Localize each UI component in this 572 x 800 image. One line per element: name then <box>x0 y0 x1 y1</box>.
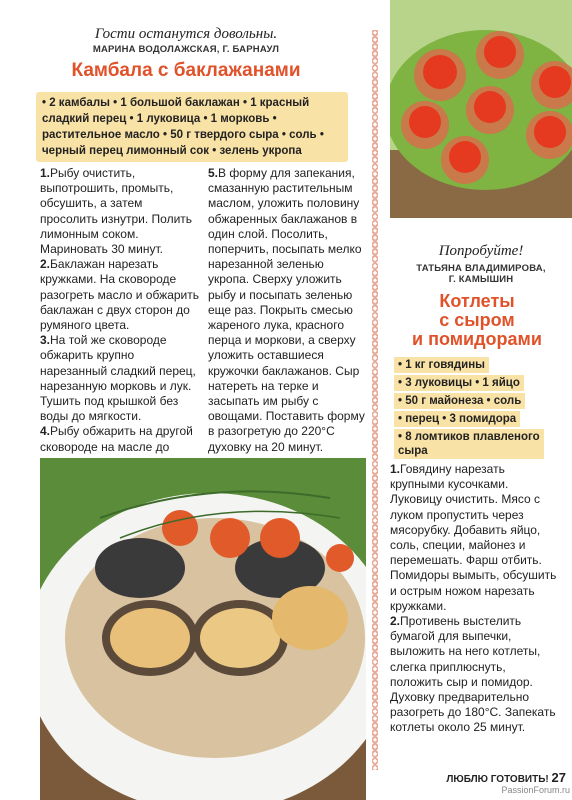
ingredient-line: • 3 луковицы • 1 яйцо <box>394 375 524 391</box>
author-name: ТАТЬЯНА ВЛАДИМИРОВА, <box>416 263 546 274</box>
step-text: Противень выстелить бумагой для выпечки, выложить на него котлеты, слегка приплюснуть, положить сыр и помидор. Духовку предварительно разогреть до 180°С. Запекать котлеты около 25 минут. <box>390 614 556 735</box>
magazine-name: ЛЮБЛЮ ГОТОВИТЬ! <box>446 774 549 785</box>
title-line: с сыром <box>439 310 515 330</box>
page-number: 27 <box>551 770 566 785</box>
right-ingredients <box>394 356 544 460</box>
title-line: Котлеты <box>439 291 515 311</box>
flounder-dish-photo <box>40 458 366 800</box>
cutlets-photo <box>390 0 572 218</box>
right-author <box>395 263 567 285</box>
right-steps <box>390 462 562 736</box>
step-item <box>40 166 200 257</box>
step-item <box>208 166 366 455</box>
ingredient-line: • 1 кг говядины <box>394 357 489 373</box>
left-steps-col2 <box>208 166 366 455</box>
step-text: Рыбу очистить, выпотрошить, промыть, обсушить, а затем просолить изнутри. Полить лимонным соком. Мариновать 30 минут. <box>40 166 193 257</box>
step-item <box>390 462 562 614</box>
left-ingredients: • 2 камбалы • 1 большой баклажан • 1 красный сладкий перец • 1 луковица • 1 морковь • растительное масло • 50 г твердого сыра • соль • черный перец лимонный сок • зелень укропа <box>36 92 348 162</box>
step-text: Говядину нарезать крупными кусочками. Луковицу очистить. Мясо с луком пропустить через мясорубку. Добавить яйцо, соль, специи, майонез и перемешать. Фарш отбить. Помидоры вымыть, обсушить и острым ножом нарезать кружками. <box>390 462 557 613</box>
step-item <box>390 614 562 736</box>
step-number: 4. <box>40 424 51 439</box>
right-tagline: Попробуйте! <box>438 243 524 259</box>
column-divider <box>372 30 378 770</box>
step-number: 1. <box>390 462 401 476</box>
page-footer <box>394 770 566 785</box>
watermark: PassionForum.ru <box>501 785 570 795</box>
step-item <box>40 257 200 333</box>
step-number: 2. <box>390 614 401 629</box>
step-text: На той же сковороде обжарить крупно нарезанный сладкий перец, нарезанную морковь и лук. Тушить под крышкой без воды до мягкости. <box>40 333 196 424</box>
step-text: В форму для запекания, смазанную растительным маслом, уложить половину обжаренных баклажанов в один слой. Посолить, поперчить, посыпать мелко нарезанной зеленью укропа. Сверху уложить рыбу и посыпать зеленью еще раз. Покрыть смесью жареного лука, красного перца и моркови, а сверху уложить оставшиеся кружочки баклажанов. Сыр натереть на терке и засыпать им рыбу с овощами. Поставить форму в разогретую до 220°С духовку на 20 минут. <box>208 166 365 454</box>
step-text: Баклажан нарезать кружками. На сковороде разогреть масло и обжарить баклажан с двух сторон до румяного цвета. <box>40 257 200 333</box>
ingredient-line: • 50 г майонеза • соль <box>394 393 525 409</box>
ingredient-line: • 8 ломтиков плавленого сыра <box>394 429 544 459</box>
left-author: МАРИНА ВОДОЛАЖСКАЯ, Г. БАРНАУЛ <box>92 44 280 55</box>
step-number: 3. <box>40 333 51 348</box>
step-number: 1. <box>40 166 51 180</box>
title-line: и помидорами <box>412 329 542 349</box>
author-city: Г. КАМЫШИН <box>448 274 514 285</box>
step-item <box>40 333 200 424</box>
left-recipe-title: Камбала с баклажанами <box>71 60 301 81</box>
step-number: 5. <box>208 166 219 180</box>
ingredient-line: • перец • 3 помидора <box>394 411 520 427</box>
step-number: 2. <box>40 257 51 272</box>
left-tagline: Гости останутся довольны. <box>94 26 278 42</box>
left-steps-col1 <box>40 166 200 470</box>
step-text: Рыбу обжарить на другой сковороде на масле до <box>40 424 193 454</box>
right-recipe-title <box>385 292 569 349</box>
